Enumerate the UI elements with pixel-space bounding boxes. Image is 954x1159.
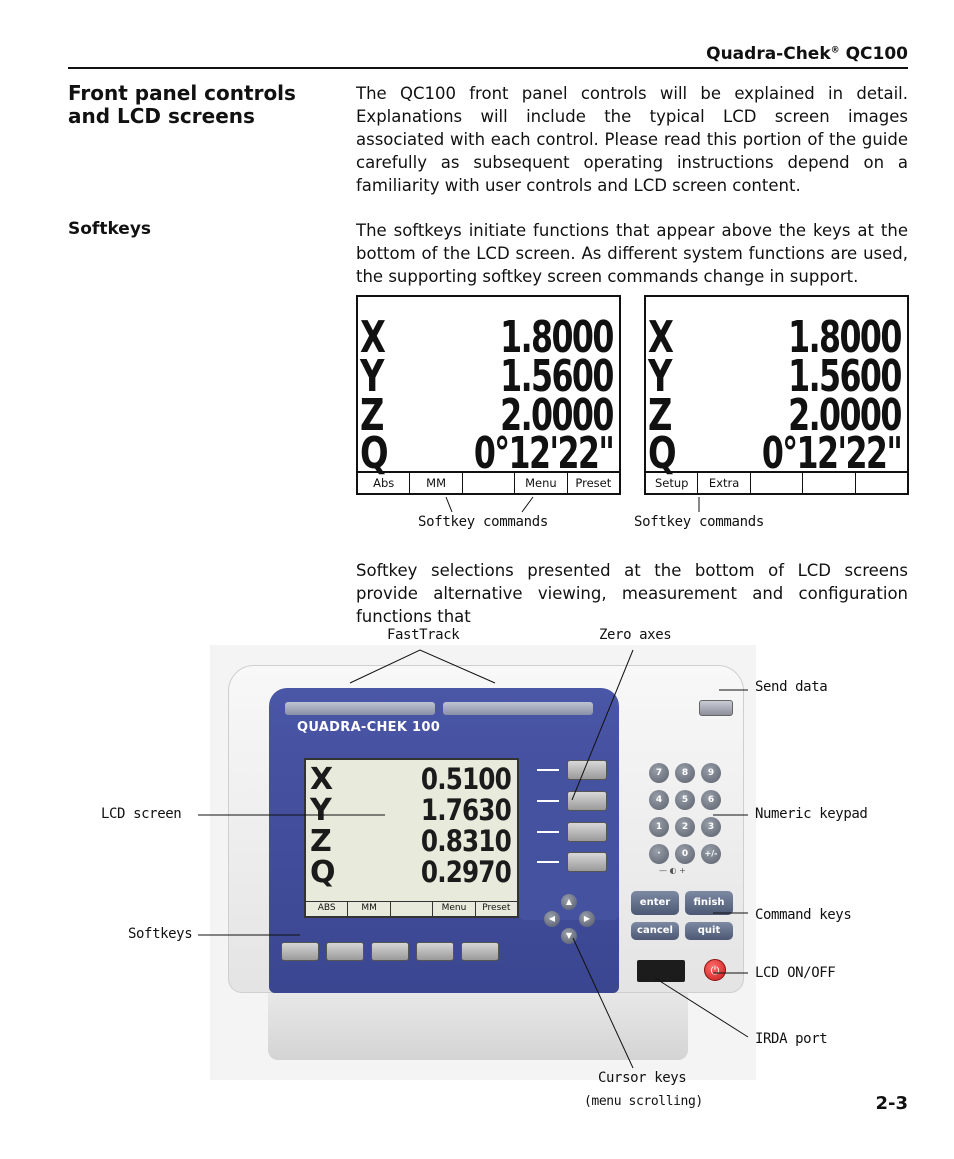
section-heading: Front panel controls and LCD screens	[68, 81, 296, 128]
axis-label: Y	[360, 351, 385, 402]
label-softkeys: Softkeys	[128, 926, 193, 942]
softkey-caption-left: Softkey commands	[418, 514, 549, 530]
fasttrack-strip-left[interactable]	[285, 702, 435, 715]
softkey-label	[803, 473, 855, 493]
lcd-row-y	[306, 795, 517, 826]
zero-z-button[interactable]	[567, 822, 607, 842]
softkey-label	[856, 473, 907, 493]
cursor-right-key[interactable]: ▶	[579, 911, 595, 927]
axis-label: X	[360, 312, 386, 363]
axis-value: 0°12'22"	[761, 428, 901, 479]
numeric-key[interactable]: 2	[675, 817, 695, 837]
axis-label: Z	[648, 390, 673, 441]
softkey-button-3[interactable]	[371, 942, 409, 961]
axis-value: 1.5600	[500, 351, 613, 402]
axis-value: 2.0000	[500, 390, 613, 441]
zero-indicator-line	[537, 861, 559, 863]
zero-q-button[interactable]	[567, 852, 607, 872]
cursor-down-key[interactable]: ▼	[561, 928, 577, 944]
finish-key[interactable]: finish	[685, 891, 733, 915]
header-product: Quadra-Chek	[706, 44, 831, 64]
zero-y-button[interactable]	[567, 791, 607, 811]
softkey-label: Preset	[482, 903, 511, 913]
softkeys-heading: Softkeys	[68, 219, 152, 239]
softkey-caption-right: Softkey commands	[634, 514, 765, 530]
softkey-button-5[interactable]	[461, 942, 499, 961]
quit-key[interactable]: quit	[685, 922, 733, 940]
softkeys-paragraph-2: Softkey selections presented at the bottom of LCD screens provide alternative viewing, measurement and configuration functions that	[356, 561, 908, 626]
registered-mark: ®	[830, 45, 840, 56]
axis-value: 1.7630	[420, 793, 511, 827]
axis-label: Z	[360, 390, 385, 441]
softkey-button-1[interactable]	[281, 942, 319, 961]
softkey-button-4[interactable]	[416, 942, 454, 961]
label-command-keys: Command keys	[755, 907, 852, 923]
softkey-bar	[358, 471, 619, 493]
device-stand	[268, 990, 688, 1060]
softkey-label	[391, 902, 433, 916]
numeric-key[interactable]: 4	[649, 790, 669, 810]
lcd-screen-example-2	[644, 295, 909, 495]
irda-port	[637, 960, 685, 982]
label-irda-port: IRDA port	[755, 1031, 828, 1047]
axis-value: 0°12'22"	[473, 428, 613, 479]
zero-indicator-line	[537, 769, 559, 771]
callout-line	[446, 497, 452, 512]
lcd-row-q	[646, 428, 907, 479]
softkey-label: Extra	[698, 473, 750, 493]
label-send-data: Send data	[755, 679, 828, 695]
numeric-key[interactable]: 1	[649, 817, 669, 837]
numeric-key[interactable]: 7	[649, 763, 669, 783]
callout-line	[522, 497, 533, 512]
softkey-label: Menu	[433, 902, 475, 916]
brand-label: QUADRA-CHEK 100	[297, 720, 441, 735]
axis-value: 1.5600	[788, 351, 901, 402]
axis-value: 0.5100	[420, 762, 511, 796]
softkey-label: Menu	[515, 473, 567, 493]
power-icon[interactable]: ⏻	[704, 959, 726, 981]
page-number: 2-3	[875, 1093, 908, 1114]
numeric-key[interactable]: 3	[701, 817, 721, 837]
numeric-key[interactable]: 9	[701, 763, 721, 783]
header-rule	[68, 67, 908, 69]
axis-label: Q	[310, 855, 336, 890]
cancel-key[interactable]: cancel	[631, 922, 679, 940]
axis-label: Q	[360, 428, 389, 479]
contrast-label: — ◐ +	[659, 866, 686, 875]
label-numeric-keypad: Numeric keypad	[755, 806, 868, 822]
lcd-row-z	[306, 826, 517, 857]
intro-paragraph: The QC100 front panel controls will be explained in detail. Explanations will include the typical LCD screen images associated with each control. Please read this portion of the guide carefully as subsequent operating instructions depend on a familiarity with user controls and LCD screen content.	[356, 84, 908, 195]
header-model: QC100	[845, 44, 908, 64]
send-data-button[interactable]	[699, 700, 733, 716]
axis-label: X	[648, 312, 674, 363]
cursor-left-key[interactable]: ◀	[544, 911, 560, 927]
zero-indicator-line	[537, 831, 559, 833]
axis-value: 1.8000	[788, 312, 901, 363]
axis-value: 0.8310	[420, 824, 511, 858]
axis-value: 2.0000	[788, 390, 901, 441]
label-lcd-screen: LCD screen	[101, 806, 182, 822]
zero-indicator-line	[537, 800, 559, 802]
softkeys-paragraph: The softkeys initiate functions that appear above the keys at the bottom of the LCD screen. As different system functions are used, the supporting softkey screen commands change in support.	[356, 221, 908, 286]
zero-x-button[interactable]	[567, 760, 607, 780]
device-lcd-screen	[304, 758, 519, 918]
softkey-label: Setup	[646, 473, 698, 493]
numeric-key[interactable]: +/-	[701, 844, 721, 864]
label-lcd-onoff: LCD ON/OFF	[755, 965, 836, 981]
lcd-row-q	[358, 428, 619, 479]
device-body	[228, 665, 744, 993]
label-zero-axes: Zero axes	[599, 627, 672, 643]
axis-label: Z	[310, 824, 332, 859]
softkey-label: Preset	[575, 476, 612, 490]
softkey-label: ABS	[306, 902, 348, 916]
label-cursor-keys: Cursor keys	[598, 1070, 687, 1086]
numeric-key[interactable]: ·	[649, 844, 669, 864]
softkey-label: MM	[410, 473, 462, 493]
softkey-label	[751, 473, 803, 493]
softkey-label: Abs	[358, 473, 410, 493]
label-cursor-keys-sub: (menu scrolling)	[584, 1094, 703, 1109]
softkey-label: MM	[348, 902, 390, 916]
fasttrack-strip-right[interactable]	[443, 702, 593, 715]
lcd-screen-example-1	[356, 295, 621, 495]
softkey-bar	[646, 471, 907, 493]
softkey-button-2[interactable]	[326, 942, 364, 961]
running-header	[706, 44, 908, 64]
axis-label: Y	[648, 351, 673, 402]
axis-label: X	[310, 762, 334, 797]
numeric-key[interactable]: 0	[675, 844, 695, 864]
axis-label: Q	[648, 428, 677, 479]
numeric-key[interactable]: 6	[701, 790, 721, 810]
lcd-row-x	[306, 764, 517, 795]
numeric-key[interactable]: 5	[675, 790, 695, 810]
softkey-label	[463, 473, 515, 493]
cursor-up-key[interactable]: ▲	[561, 894, 577, 910]
label-fasttrack: FastTrack	[387, 627, 460, 643]
enter-key[interactable]: enter	[631, 891, 679, 915]
device-photo	[210, 645, 756, 1080]
numeric-key[interactable]: 8	[675, 763, 695, 783]
lcd-row-q	[306, 857, 517, 888]
axis-value: 0.2970	[420, 855, 511, 889]
softkey-bar	[306, 901, 517, 916]
axis-label: Y	[310, 793, 332, 828]
axis-value: 1.8000	[500, 312, 613, 363]
